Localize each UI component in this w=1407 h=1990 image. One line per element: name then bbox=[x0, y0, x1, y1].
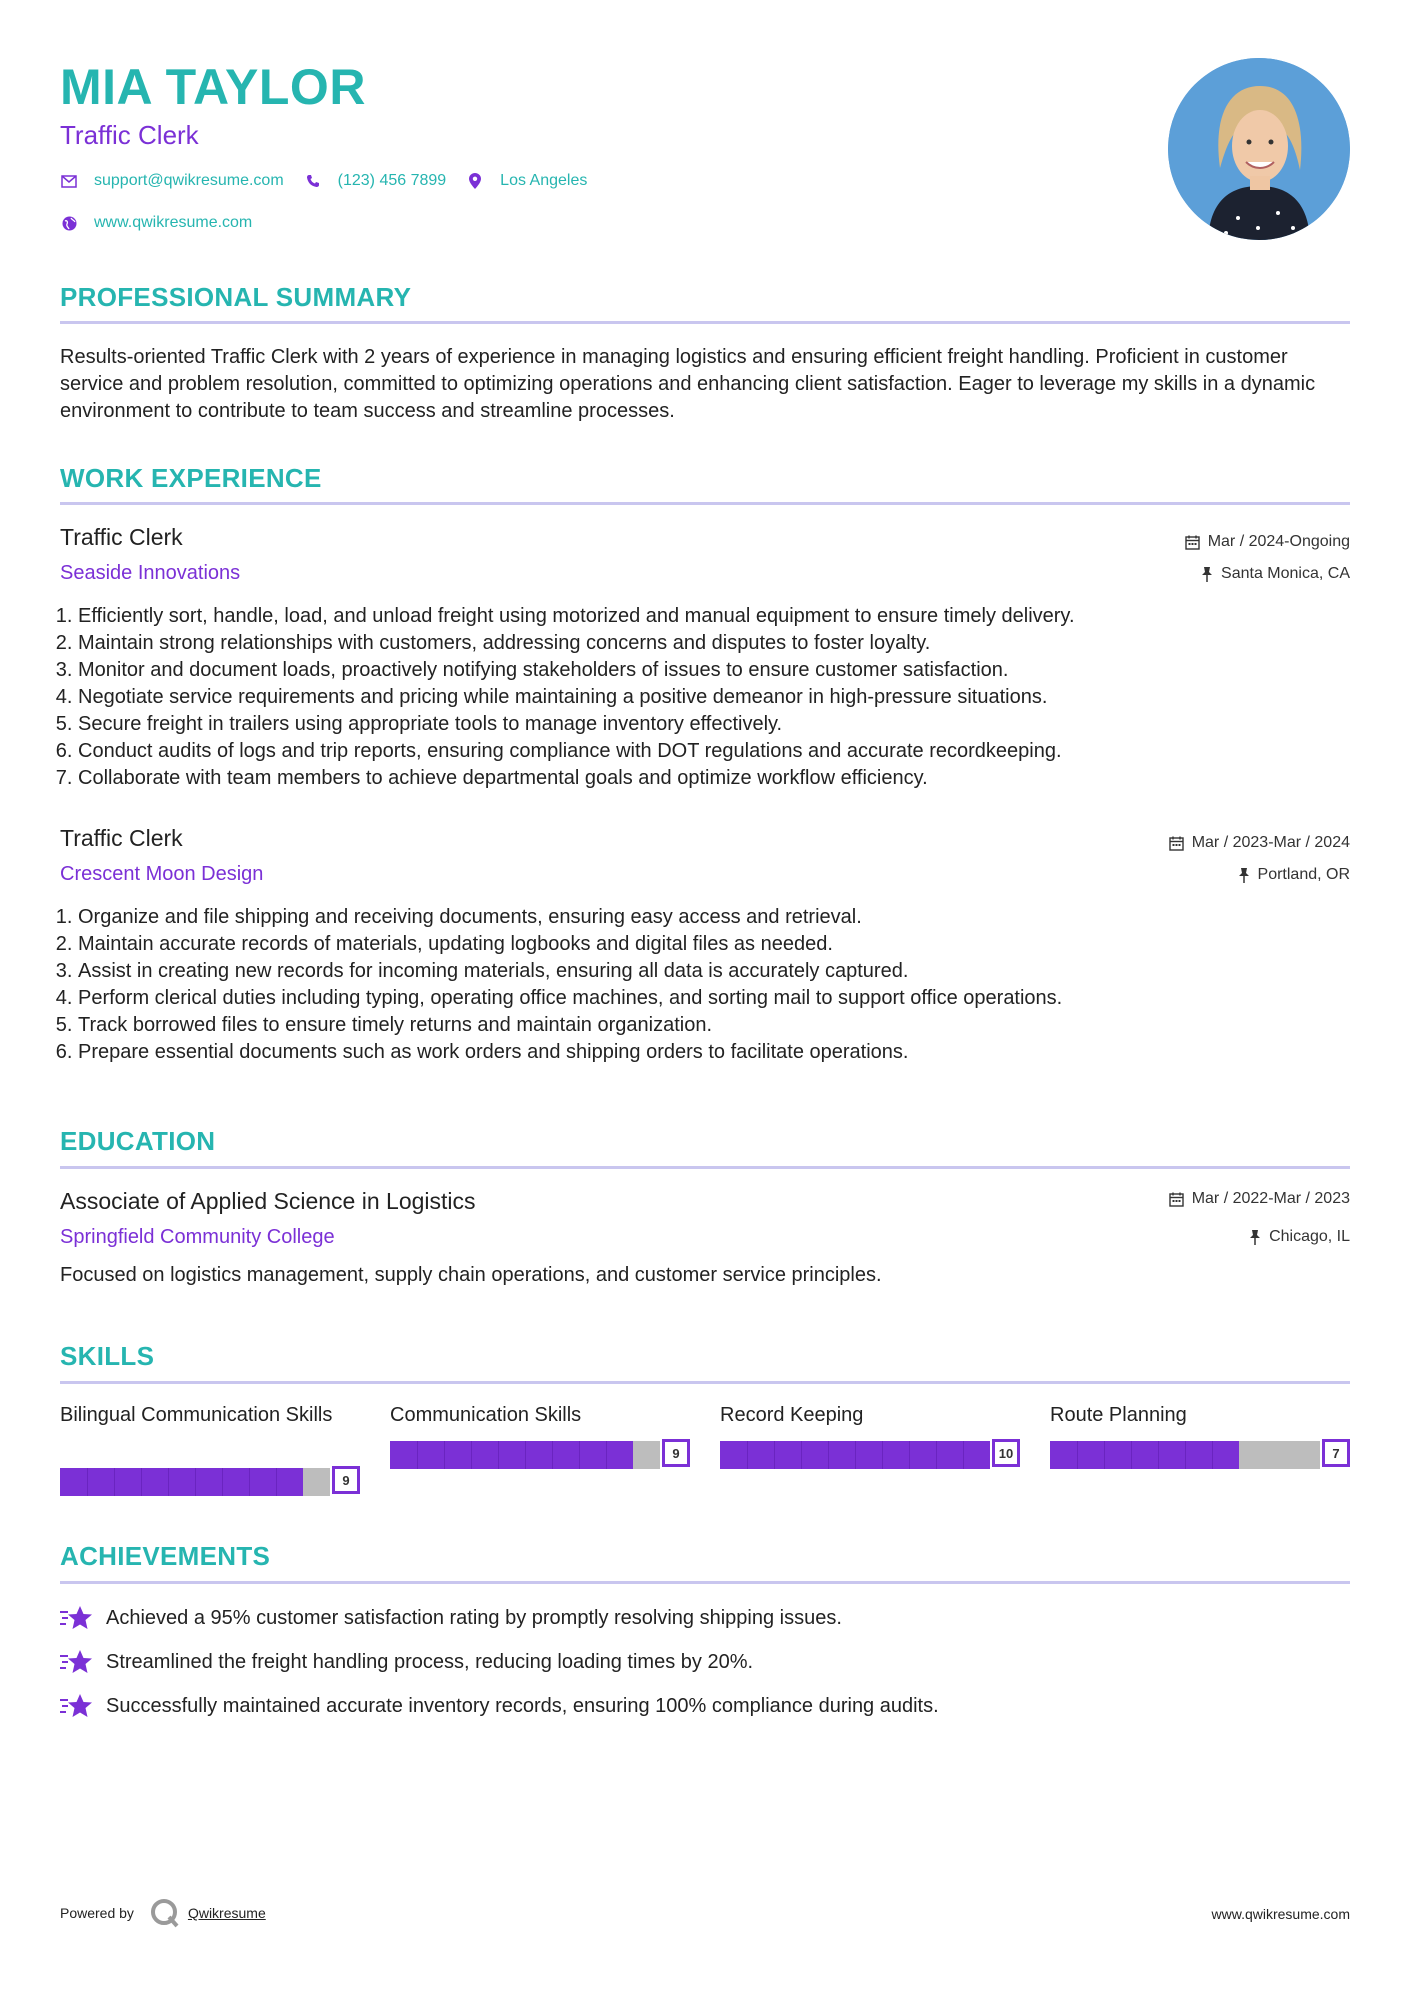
skill-segment-divider bbox=[1158, 1441, 1159, 1469]
skill-segment-divider bbox=[936, 1441, 937, 1469]
list-item: 1. Organize and file shipping and receiving documents, ensuring easy access and retrieval. bbox=[78, 904, 1358, 931]
education-dates bbox=[1169, 1190, 1350, 1208]
job-2-location-text: Portland, OR bbox=[1257, 866, 1350, 883]
list-item: 3. Monitor and document loads, proactively notifying stakeholders of issues to ensure customer satisfaction. bbox=[78, 657, 1358, 684]
skills-heading: SKILLS bbox=[60, 1341, 155, 1371]
qwikresume-link[interactable]: Qwikresume bbox=[187, 1905, 266, 1921]
achievement-item bbox=[60, 1604, 842, 1632]
pushpin-icon bbox=[1238, 868, 1250, 883]
list-item: 7. Collaborate with team members to achieve departmental goals and optimize workflow efficiency. bbox=[78, 765, 1358, 792]
list-item: 4. Negotiate service requirements and pricing while maintaining a positive demeanor in high-pressure situations. bbox=[78, 684, 1358, 711]
skill-item bbox=[1050, 1402, 1350, 1461]
skill-level-badge: 9 bbox=[332, 1466, 360, 1494]
achievements-divider bbox=[60, 1581, 1350, 1584]
list-item: 2. Maintain accurate records of materials, updating logbooks and digital files as needed. bbox=[78, 931, 1358, 958]
skill-level-badge: 9 bbox=[662, 1439, 690, 1467]
job-1-title: Traffic Clerk bbox=[60, 524, 183, 550]
pushpin-icon bbox=[1201, 567, 1213, 582]
powered-by-label: Powered by bbox=[60, 1905, 134, 1921]
job-1-dates-text: Mar / 2024-Ongoing bbox=[1207, 533, 1350, 550]
phone-number[interactable]: (123) 456 7899 bbox=[337, 172, 447, 189]
job-2-title: Traffic Clerk bbox=[60, 825, 183, 851]
education-degree: Associate of Applied Science in Logistics bbox=[60, 1188, 476, 1214]
contact-row-primary bbox=[60, 172, 607, 190]
skill-item bbox=[390, 1402, 690, 1461]
skill-level-badge: 7 bbox=[1322, 1439, 1350, 1467]
education-location-text: Chicago, IL bbox=[1269, 1228, 1350, 1245]
job-2-location bbox=[1238, 866, 1350, 884]
skill-segment-divider bbox=[606, 1441, 607, 1469]
skill-meter bbox=[60, 1466, 360, 1494]
skill-segment-divider bbox=[471, 1441, 472, 1469]
education-heading: EDUCATION bbox=[60, 1126, 216, 1156]
education-divider bbox=[60, 1166, 1350, 1169]
contact-row-secondary bbox=[60, 214, 272, 232]
skill-segment-divider bbox=[114, 1468, 115, 1496]
skill-segment-divider bbox=[552, 1441, 553, 1469]
job-2-dates-text: Mar / 2023-Mar / 2024 bbox=[1191, 834, 1350, 851]
achievement-text: Successfully maintained accurate inventory records, ensuring 100% compliance during audits. bbox=[106, 1694, 939, 1717]
skill-name: Communication Skills bbox=[390, 1404, 582, 1426]
skill-segment-divider bbox=[249, 1468, 250, 1496]
education-dates-text: Mar / 2022-Mar / 2023 bbox=[1191, 1190, 1350, 1207]
education-description: Focused on logistics management, supply chain operations, and customer service principles. bbox=[60, 1264, 882, 1286]
list-item: 6. Conduct audits of logs and trip reports, ensuring compliance with DOT regulations and accurate recordkeeping. bbox=[78, 738, 1358, 765]
calendar-icon bbox=[1169, 1192, 1184, 1207]
email-icon bbox=[60, 172, 78, 190]
skill-segment-divider bbox=[579, 1441, 580, 1469]
skill-name: Record Keeping bbox=[720, 1404, 864, 1426]
job-2-company: Crescent Moon Design bbox=[60, 863, 264, 885]
skill-segment-divider bbox=[525, 1441, 526, 1469]
skill-segment-divider bbox=[417, 1441, 418, 1469]
skill-segment-divider bbox=[141, 1468, 142, 1496]
skill-level-badge: 10 bbox=[992, 1439, 1020, 1467]
skill-segment-divider bbox=[168, 1468, 169, 1496]
achievement-item bbox=[60, 1692, 939, 1720]
job-1-location bbox=[1201, 565, 1350, 583]
list-item: 4. Perform clerical duties including typing, operating office machines, and sorting mail to support office operations. bbox=[78, 985, 1358, 1012]
email-link[interactable]: support@qwikresume.com bbox=[94, 172, 284, 189]
list-item: 1. Efficiently sort, handle, load, and unload freight using motorized and manual equipment to ensure timely delivery. bbox=[78, 603, 1358, 630]
experience-divider bbox=[60, 502, 1350, 505]
experience-heading: WORK EXPERIENCE bbox=[60, 463, 322, 493]
skill-fill bbox=[1050, 1441, 1239, 1469]
skill-segment-divider bbox=[1077, 1441, 1078, 1469]
skill-segment-divider bbox=[1131, 1441, 1132, 1469]
list-item: 2. Maintain strong relationships with customers, addressing concerns and disputes to foster loyalty. bbox=[78, 630, 1358, 657]
skill-fill bbox=[60, 1468, 303, 1496]
job-1-bullets bbox=[60, 603, 1358, 792]
skill-meter bbox=[390, 1439, 690, 1467]
candidate-name: MIA TAYLOR bbox=[60, 59, 366, 115]
skill-segment-divider bbox=[276, 1468, 277, 1496]
skill-segment-divider bbox=[774, 1441, 775, 1469]
list-item: 5. Track borrowed files to ensure timely returns and maintain organization. bbox=[78, 1012, 1358, 1039]
skill-item bbox=[720, 1402, 1020, 1461]
achievements-heading: ACHIEVEMENTS bbox=[60, 1541, 271, 1571]
skill-segment-divider bbox=[828, 1441, 829, 1469]
pushpin-icon bbox=[1249, 1230, 1261, 1245]
skill-segment-divider bbox=[801, 1441, 802, 1469]
list-item: 5. Secure freight in trailers using appropriate tools to manage inventory effectively. bbox=[78, 711, 1358, 738]
profile-photo bbox=[1168, 58, 1350, 240]
summary-divider bbox=[60, 321, 1350, 324]
location-pin-icon bbox=[466, 172, 484, 190]
job-2-dates bbox=[1169, 834, 1350, 852]
calendar-icon bbox=[1185, 535, 1200, 550]
list-item: 6. Prepare essential documents such as work orders and shipping orders to facilitate operations. bbox=[78, 1039, 1358, 1066]
skill-segment-divider bbox=[1185, 1441, 1186, 1469]
education-school: Springfield Community College bbox=[60, 1226, 335, 1248]
skill-name: Route Planning bbox=[1050, 1404, 1187, 1426]
job-2-bullets bbox=[60, 904, 1358, 1066]
job-1-location-text: Santa Monica, CA bbox=[1221, 565, 1350, 582]
skill-segment-divider bbox=[882, 1441, 883, 1469]
job-1-company: Seaside Innovations bbox=[60, 562, 241, 584]
skill-segment-divider bbox=[963, 1441, 964, 1469]
skill-segment-divider bbox=[909, 1441, 910, 1469]
summary-heading: PROFESSIONAL SUMMARY bbox=[60, 282, 412, 312]
skill-segment-divider bbox=[1212, 1441, 1213, 1469]
list-item: 3. Assist in creating new records for incoming materials, ensuring all data is accurately captured. bbox=[78, 958, 1358, 985]
star-icon bbox=[60, 1604, 92, 1632]
website-link[interactable]: www.qwikresume.com bbox=[94, 214, 253, 231]
globe-icon bbox=[60, 214, 78, 232]
skill-meter bbox=[1050, 1439, 1350, 1467]
skill-item bbox=[60, 1402, 360, 1488]
star-icon bbox=[60, 1648, 92, 1676]
job-1-dates bbox=[1185, 533, 1350, 551]
skill-fill bbox=[390, 1441, 633, 1469]
skills-divider bbox=[60, 1381, 1350, 1384]
skill-segment-divider bbox=[855, 1441, 856, 1469]
star-icon bbox=[60, 1692, 92, 1720]
skill-segment-divider bbox=[444, 1441, 445, 1469]
phone-icon bbox=[304, 172, 322, 190]
summary-text: Results-oriented Traffic Clerk with 2 years of experience in managing logistics and ensuring efficient freight handling. Proficient in customer service and problem resolution, committed to optimizing operations and enhancing client satisfaction. Eager to leverage my skills in a dynamic environment to contribute to team success and streamline processes. bbox=[60, 346, 1316, 422]
skill-segment-divider bbox=[747, 1441, 748, 1469]
skill-segment-divider bbox=[87, 1468, 88, 1496]
education-location bbox=[1249, 1228, 1350, 1246]
skill-segment-divider bbox=[222, 1468, 223, 1496]
candidate-role: Traffic Clerk bbox=[60, 120, 199, 150]
qwikresume-logo-icon bbox=[150, 1898, 180, 1928]
achievement-text: Achieved a 95% customer satisfaction rating by promptly resolving shipping issues. bbox=[106, 1606, 842, 1629]
footer-powered-by bbox=[60, 1898, 266, 1928]
skill-meter bbox=[720, 1439, 1020, 1467]
footer-url[interactable]: www.qwikresume.com bbox=[1211, 1906, 1350, 1922]
resume-page bbox=[60, 0, 1350, 1990]
achievement-item bbox=[60, 1648, 753, 1676]
location-text: Los Angeles bbox=[500, 172, 588, 189]
skill-segment-divider bbox=[1104, 1441, 1105, 1469]
skill-segment-divider bbox=[498, 1441, 499, 1469]
calendar-icon bbox=[1169, 836, 1184, 851]
skill-segment-divider bbox=[195, 1468, 196, 1496]
skill-name: Bilingual Communication Skills bbox=[60, 1404, 333, 1426]
achievement-text: Streamlined the freight handling process, reducing loading times by 20%. bbox=[106, 1650, 754, 1673]
